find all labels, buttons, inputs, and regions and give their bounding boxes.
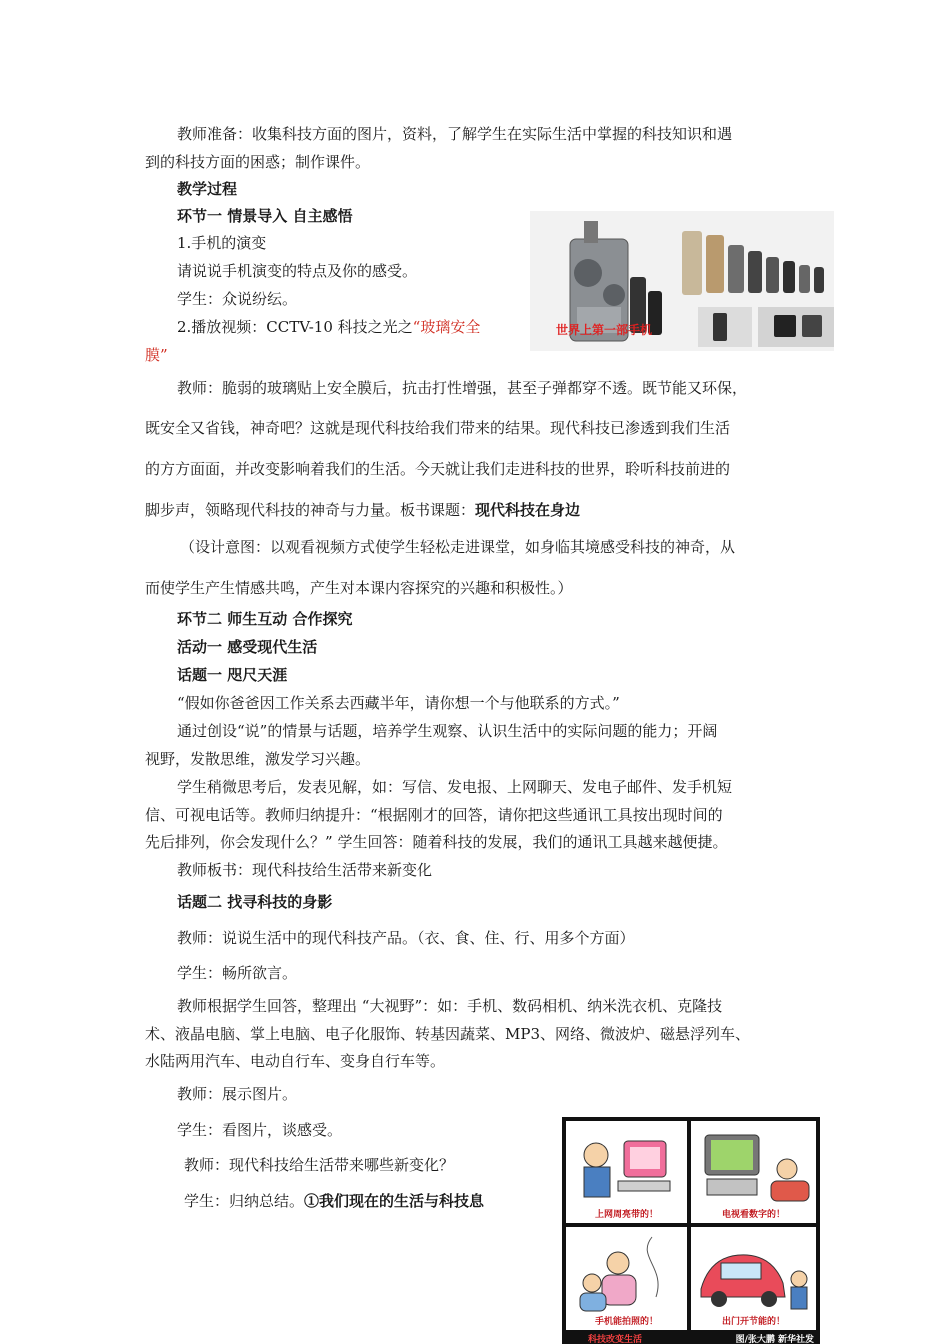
summary-point-one: ①我们现在的生活与科技息 [304, 1192, 485, 1210]
comic-footer-credit: 图/张大鹏 新华社发 [735, 1335, 814, 1344]
heading-teaching-process: 教学过程 [177, 180, 238, 198]
video-title-red: “玻璃安全 [412, 318, 481, 336]
video-title-red-cont: 膜” [145, 346, 168, 364]
para-big-view-2: 术、液晶电脑、掌上电脑、电子化服饰、转基因蔬菜、MP3、网络、微波炉、磁悬浮列车、 [145, 1025, 750, 1043]
comic-caption-1: 上网周亮带的！ [594, 1210, 658, 1220]
para-topic-one-purpose-1: 通过创设“说”的情景与话题，培养学生观察、认识生活中的实际问题的能力；开阔 [177, 722, 718, 740]
heading-section-one: 环节一 情景导入 自主感悟 [177, 207, 353, 225]
para-teacher-products: 教师：说说生活中的现代科技产品。（衣、食、住、行、用多个方面） [177, 929, 635, 947]
comic-caption-3: 手机能拍照的！ [594, 1317, 658, 1327]
phone-photo-caption: 世界上第一部手机 [556, 323, 653, 337]
para-student-look: 学生：看图片，谈感受。 [177, 1121, 343, 1139]
heading-topic-one: 话题一 咫尺天涯 [177, 666, 288, 684]
para-student-views-2: 信、可视电话等。教师归纳提升：“根据刚才的回答，请你把这些通讯工具按出现时间的 [145, 806, 723, 824]
para-phone-question: 请说说手机演变的特点及你的感受。 [177, 262, 418, 280]
tech-life-comic [562, 1117, 820, 1344]
para-teacher-ask: 教师：现代科技给生活带来哪些新变化？ [184, 1156, 455, 1174]
para-teacher-prep-2: 到的科技方面的困惑；制作课件。 [145, 153, 371, 171]
para-topic-one-question: “假如你爸爸因工作关系去西藏半年，请你想一个与他联系的方式。” [177, 694, 620, 712]
heading-activity-one: 活动一 感受现代生活 [177, 638, 318, 656]
para-student-views-3: 先后排列，你会发现什么？” 学生回答：随着科技的发展，我们的通讯工具越来越便捷。 [145, 833, 728, 851]
para-student-views-1: 学生稍微思考后，发表见解，如：写信、发电报、上网聊天、发电子邮件、发手机短 [177, 778, 733, 796]
design-intent-2: 而使学生产生情感共鸣，产生对本课内容探究的兴趣和积极性。） [145, 579, 573, 597]
para-student-reply-2: 学生：畅所欲言。 [177, 964, 298, 982]
para-teacher-show: 教师：展示图片。 [177, 1085, 298, 1103]
comic-footer [562, 1332, 820, 1344]
comic-panel-eco-car [691, 1227, 816, 1330]
heading-section-two: 环节二 师生互动 合作探究 [177, 610, 353, 628]
para-student-summary-text: 学生：归纳总结。 [184, 1192, 305, 1210]
video-label: 2.播放视频：CCTV-10 科技之光之 [177, 318, 413, 336]
para-big-view-3: 水陆两用汽车、电动自行车、变身自行车等。 [145, 1052, 446, 1070]
para-teacher-prep-1: 教师准备：收集科技方面的图片，资料，了解学生在实际生活中掌握的科技知识和遇 [177, 125, 733, 143]
para-teacher-glass-4-text: 脚步声，领略现代科技的神奇与力量。板书课题： [145, 501, 476, 519]
comic-panel-internet [566, 1121, 687, 1223]
comic-footer-title: 科技改变生活 [588, 1335, 643, 1344]
comic-caption-2: 电视看数字的！ [721, 1210, 785, 1220]
design-intent-1: （设计意图：以观看视频方式使学生轻松走进课堂，如身临其境感受科技的神奇，从 [180, 538, 736, 556]
para-student-reply-1: 学生：众说纷纭。 [177, 290, 298, 308]
para-topic-one-purpose-2: 视野，发散思维，激发学习兴趣。 [145, 750, 371, 768]
comic-panel-camera-phone [566, 1227, 687, 1330]
heading-topic-two: 话题二 找寻科技的身影 [177, 893, 333, 911]
item-play-video [177, 317, 480, 337]
para-big-view-1: 教师根据学生回答，整理出 “大视野”：如：手机、数码相机、纳米洗衣机、克隆技 [177, 997, 723, 1015]
para-teacher-glass-2: 既安全又省钱，神奇吧？这就是现代科技给我们带来的结果。现代科技已渗透到我们生活 [145, 419, 731, 437]
comic-caption-4: 出门开节能的！ [721, 1317, 785, 1327]
para-teacher-glass-1: 教师：脆弱的玻璃贴上安全膜后，抗击打性增强，甚至子弹都穿不透。既节能又环保， [177, 379, 748, 397]
para-teacher-glass-3: 的方方面面，并改变影响着我们的生活。今天就让我们走进科技的世界，聆听科技前进的 [145, 460, 731, 478]
para-board-writing: 教师板书：现代科技给生活带来新变化 [177, 861, 433, 879]
item-phone-evolution: 1.手机的演变 [177, 234, 267, 252]
para-teacher-glass-4 [145, 500, 580, 520]
para-student-summary [184, 1191, 484, 1211]
lesson-title: 现代科技在身边 [475, 501, 581, 519]
phone-evolution-photo [530, 211, 834, 351]
comic-panel-tv [691, 1121, 816, 1223]
